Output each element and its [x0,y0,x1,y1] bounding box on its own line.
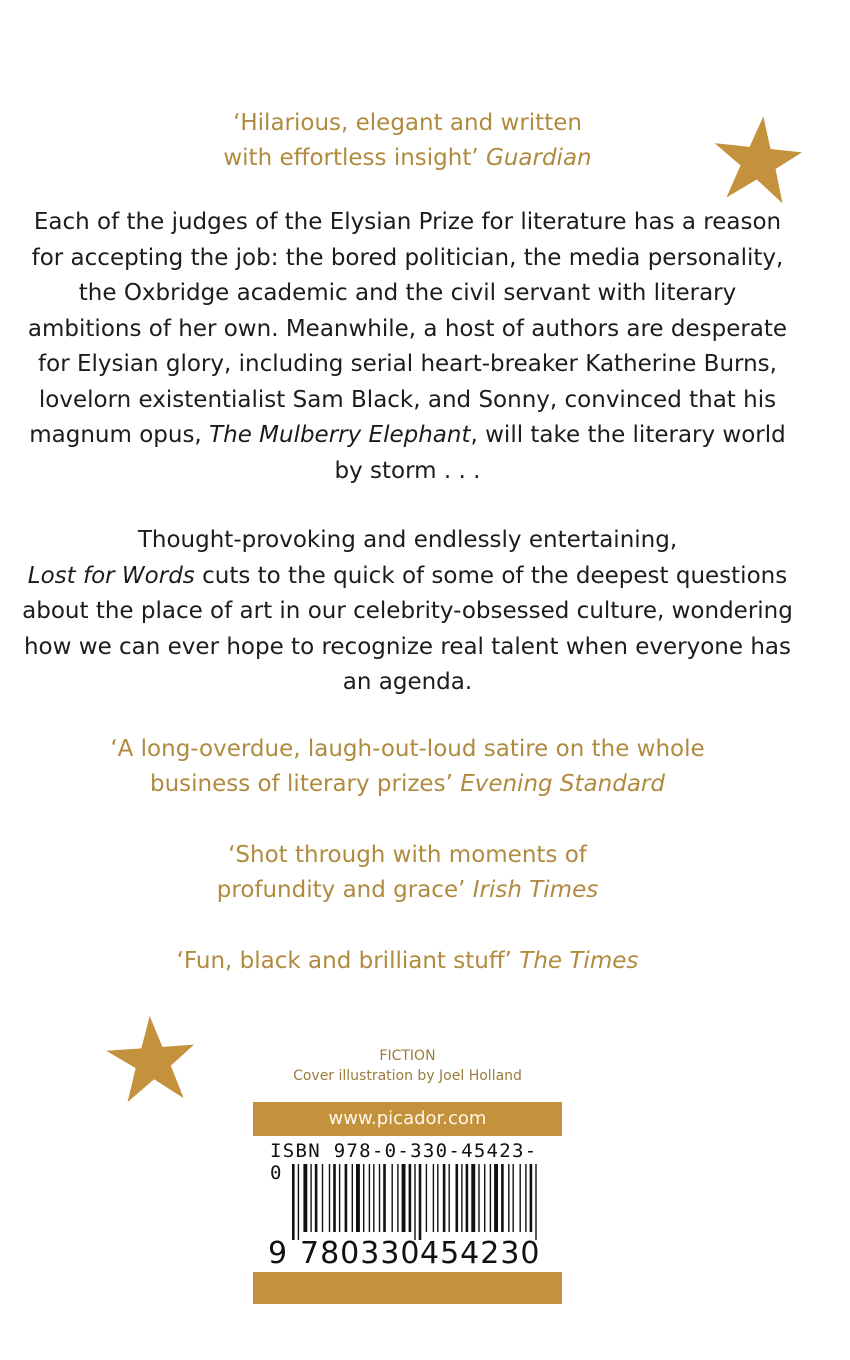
top-quote-text: ‘Hilarious, elegant and written with effortless insight’ [223,110,582,171]
barcode-bar [392,1164,393,1232]
barcode-bar [525,1164,526,1232]
barcode-bar [449,1164,450,1232]
barcode-bar [292,1164,295,1240]
blurb-p1-text-b: , will take the literary world by storm . . . [334,422,786,484]
barcode-bar [466,1164,469,1232]
barcode-bar [443,1164,446,1232]
barcode-right-digits: 454230 [420,1236,541,1271]
barcode-bar [373,1164,374,1232]
barcode-bar [310,1164,311,1232]
barcode-bar [322,1164,323,1232]
barcode-bar [461,1164,462,1232]
barcode-lead-digit: 9 [268,1236,289,1271]
barcode-bar [369,1164,370,1232]
blurb-p2-text-a: Thought-provoking and endlessly entertaining, [137,527,678,553]
barcode-bar [329,1164,330,1232]
blurb-p2-title: Lost for Words [27,562,195,589]
barcode-bar [414,1164,415,1240]
publisher-website[interactable]: www.picador.com [253,1102,562,1136]
blurb-paragraph-1 [20,205,795,489]
review-3-source: The Times [519,948,639,974]
bottom-accent-bar [253,1272,562,1304]
review-3-text: ‘Fun, black and brilliant stuff’ [176,948,512,974]
barcode-bar [315,1164,318,1232]
blurb-p1-text-a: Each of the judges of the Elysian Prize for literature has a reason for accepting the job: the bored politician, the media personality, the Oxbridge academic and the civil servant with literary ambitions of her own. Meanwhile, a host of authors are desperate for Elysian glory, including serial heart-breaker Katherine Burns, lovelorn existentialist Sam Black, and Sonny, convinced that his magnum opus, [27,209,788,448]
review-2-text: ‘Shot through with moments of profundity and grace’ [216,842,587,903]
barcode-bar [426,1164,427,1232]
barcode-bar [339,1164,340,1232]
barcode-bar [419,1164,422,1240]
review-quote-2 [0,838,815,908]
barcode-bar [456,1164,459,1232]
barcode-bar [433,1164,434,1232]
barcode-graphic [292,1164,542,1240]
category-label: FICTION [379,1048,436,1064]
barcode-bar [409,1164,412,1232]
barcode-bar [513,1164,514,1232]
barcode-bar [356,1164,360,1232]
top-quote [0,106,815,176]
review-2-source: Irish Times [472,877,599,903]
barcode-bar [303,1164,307,1232]
barcode-bar [530,1164,533,1232]
blurb-paragraph-2 [20,523,795,701]
barcode-bar [478,1164,479,1232]
barcode-bar [484,1164,485,1232]
barcode-bar [383,1164,386,1232]
barcode-bar [535,1164,536,1240]
barcode-bar [520,1164,521,1232]
star-icon [106,1016,196,1104]
barcode-bar [397,1164,398,1232]
barcode-bar [333,1164,336,1232]
barcode-bar [501,1164,504,1232]
cover-credit: Cover illustration by Joel Holland [293,1068,522,1084]
barcode-bar [345,1164,348,1232]
top-quote-source: Guardian [486,145,592,171]
barcode-bar [508,1164,509,1232]
review-1-text: ‘A long-overdue, laugh-out-loud satire on the whole business of literary prizes’ [110,736,705,797]
blurb-p2-text-b: cuts to the quick of some of the deepest questions about the place of art in our celebrity-obsessed culture, wondering how we can ever hope to recognize real talent when everyone has an agenda. [22,562,793,695]
barcode-bar [494,1164,498,1232]
barcode-bar [490,1164,491,1232]
barcode-bar [471,1164,475,1232]
blurb-p1-title: The Mulberry Elephant [209,422,471,448]
barcode-bar [363,1164,364,1232]
isbn-label: ISBN 978-0-330-45423-0 [270,1140,538,1184]
barcode-left-digits: 780330 [300,1236,421,1271]
barcode-bar [437,1164,438,1232]
barcode-bar [352,1164,353,1232]
review-1-source: Evening Standard [460,771,665,797]
review-quote-1 [0,732,815,802]
barcode-bar [379,1164,380,1232]
barcode-bar [402,1164,406,1232]
barcode-bar [298,1164,299,1240]
review-quote-3 [0,944,815,979]
